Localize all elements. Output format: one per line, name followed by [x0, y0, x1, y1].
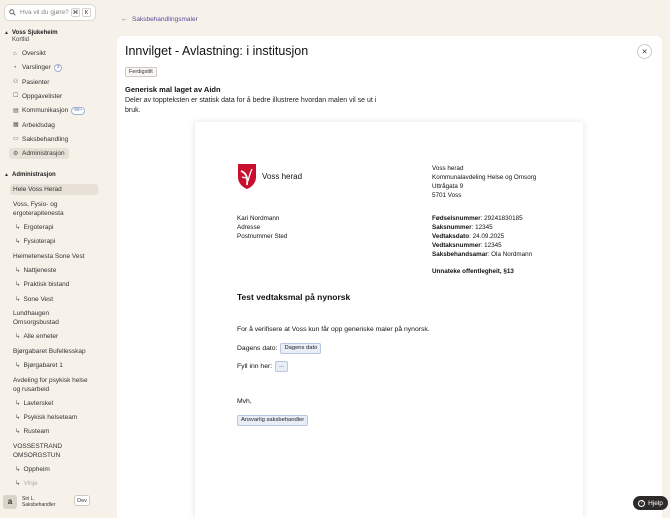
chevron-up-icon: ▲ [4, 172, 9, 178]
sidebar-item-label: Oversikt [22, 50, 46, 57]
admin-item[interactable] [12, 236, 58, 247]
metadata-separator: : [480, 215, 485, 222]
admin-item[interactable] [12, 222, 56, 233]
fill-label: Fyll inn her: [237, 363, 273, 370]
template-panel [117, 36, 662, 518]
metadata-row [432, 250, 532, 259]
admin-item-label: Avdeling for psykisk helse og rusarbeid [13, 377, 88, 393]
sidebar-item-label: Pasienter [22, 78, 50, 86]
dev-button[interactable]: Dev [74, 495, 90, 506]
search-bar[interactable] [4, 4, 96, 21]
patients-icon: ⚇ [13, 79, 19, 86]
help-label: Hjelp [648, 499, 663, 507]
closing-line [237, 398, 252, 405]
settings-icon: ⚙ [13, 150, 19, 157]
sender-address [432, 164, 536, 200]
fill-merge-field[interactable]: ... [275, 361, 288, 372]
sidebar-item-label: Oppgavelister [22, 92, 63, 100]
admin-item[interactable] [12, 294, 56, 305]
calendar-icon: ▦ [13, 122, 19, 128]
template-subheading: Generisk mal laget av Aidn [125, 85, 221, 94]
admin-item-label: Alle enheter [23, 333, 59, 340]
signer-merge-field[interactable]: Ansvarlig saksbehandler [237, 415, 308, 426]
page-title: Innvilget - Avlastning: i institusjon [125, 44, 309, 58]
coat-of-arms-icon [237, 163, 257, 190]
help-icon: ? [638, 500, 645, 507]
sidebar-item-varslinger[interactable] [9, 62, 66, 73]
signer-line [234, 415, 308, 426]
document-heading: Test vedtaksmal på nynorsk [237, 292, 351, 302]
metadata-separator: : [471, 224, 476, 232]
date-merge-field[interactable]: Dagens dato [280, 343, 321, 354]
case-metadata [432, 214, 532, 259]
help-button[interactable] [633, 496, 668, 510]
metadata-value: 24.09.2025 [472, 233, 505, 241]
document-preview [195, 122, 583, 518]
metadata-label: Saksbehandsamar [432, 251, 488, 259]
sender-line: 5701 Voss [432, 192, 462, 200]
subdirectory-arrow-icon: ↳ [15, 238, 21, 245]
sidebar-item-administrasjon[interactable] [9, 148, 69, 159]
metadata-row [432, 232, 532, 241]
metadata-label: Saksnummer [432, 224, 472, 232]
subdirectory-arrow-icon: ↳ [15, 224, 21, 231]
admin-item-label: Bjørgabaret Bufellesskap [13, 348, 86, 355]
sidebar-item-label: Varslinger [22, 64, 51, 72]
sender-line: Kommunalavdeling Helse og Omsorg [432, 174, 537, 182]
admin-item-label: Praktisk bistand [23, 281, 70, 288]
shortcut-k-key: K [82, 8, 91, 17]
sender-line: Uttrågata 9 [432, 183, 464, 191]
admin-item-label: VOSSESTRAND OMSORGSTUN [13, 443, 63, 459]
admin-item-label: Ergoterapi [23, 224, 54, 231]
sidebar-item-label: Administrasjon [22, 150, 65, 158]
admin-item[interactable] [12, 360, 66, 371]
metadata-separator: : [487, 251, 492, 259]
sidebar-item-label: Kommunikasjon [22, 107, 69, 115]
admin-item[interactable] [12, 412, 80, 423]
user-name: Siri L. [22, 495, 35, 502]
count-badge: 3 [54, 64, 63, 72]
subdirectory-arrow-icon: ↳ [15, 333, 21, 340]
logo-org-name: Voss herad [262, 172, 303, 181]
admin-item[interactable] [12, 426, 52, 437]
admin-item-label: Hele Voss Herad [13, 186, 62, 193]
confidentiality-note: Unnateke offentlegheit, §13 [432, 268, 514, 275]
admin-item[interactable] [12, 265, 59, 276]
sidebar [0, 0, 112, 518]
metadata-label: Fødselsnummer [432, 215, 481, 222]
metadata-label: Vedtaksdato [432, 233, 470, 241]
admin-item-label: Bjørgabaret 1 [23, 362, 63, 369]
admin-item[interactable] [12, 279, 72, 290]
sidebar-item-label: Saksbehandling [22, 135, 69, 143]
date-line [237, 343, 321, 354]
sidebar-item-saksbehandling[interactable] [9, 134, 72, 145]
folder-icon: ▭ [13, 136, 19, 143]
admin-item[interactable] [10, 441, 98, 461]
subdirectory-arrow-icon: ↳ [15, 428, 21, 435]
admin-section-title: Administrasjon [12, 172, 56, 178]
org-subtitle: Kortlid [12, 37, 30, 43]
recipient-address [237, 214, 287, 241]
admin-item-label: Lavterskel [23, 400, 54, 407]
admin-item-label: Voss, Fysio- og ergoterapitenesta [13, 201, 64, 217]
admin-item-label: Sone Vest [23, 296, 54, 303]
user-role: Saksbehandler [22, 501, 56, 508]
document-body [237, 326, 430, 333]
body-text: For å verifisere at Voss kun får opp generiske maler på nynorsk. [237, 326, 430, 333]
admin-item[interactable] [10, 308, 98, 328]
home-icon: ⌂ [13, 50, 17, 57]
admin-item[interactable] [10, 251, 98, 262]
close-button[interactable] [637, 44, 652, 59]
user-info [22, 496, 55, 508]
metadata-value: Ola Nordmann [491, 251, 533, 259]
bell-icon: ◔ [13, 64, 17, 71]
admin-item-label: Rusteam [23, 428, 50, 435]
status-badge: Ferdigstilt [125, 67, 157, 77]
search-placeholder: Hva vil du gjøre? [20, 9, 69, 16]
sender-line: Voss herad [432, 165, 464, 172]
tasks-icon: ☐ [13, 93, 19, 100]
admin-item[interactable] [12, 464, 53, 475]
admin-item-label: Fysioterapi [23, 238, 56, 245]
subdirectory-arrow-icon: ↳ [15, 466, 21, 473]
subdirectory-arrow-icon: ↳ [15, 414, 21, 421]
admin-item-label: Psykisk helseteam [23, 414, 78, 421]
admin-item[interactable] [12, 398, 56, 409]
subdirectory-arrow-icon: ↳ [15, 400, 21, 407]
metadata-value: 29241830185 [484, 215, 523, 222]
recipient-line: Postnummer Sted [237, 233, 288, 241]
admin-item[interactable] [10, 184, 98, 195]
metadata-value: 12345 [484, 242, 502, 250]
arrow-left-icon: ← [121, 16, 128, 23]
recipient-line: Kari Nordmann [237, 215, 280, 222]
avatar: a [3, 495, 17, 509]
sidebar-item-oversikt[interactable] [9, 48, 50, 59]
admin-item-label: Lundhaugen Omsorgsbustad [13, 310, 59, 326]
fill-line [237, 361, 288, 372]
chat-icon: ▤ [13, 107, 19, 114]
user-profile[interactable] [3, 493, 95, 510]
count-badge: 99+ [71, 107, 85, 115]
metadata-label: Vedtaksnummer [432, 242, 481, 250]
date-label: Dagens dato: [237, 345, 278, 352]
shortcut-cmd-key: ⌘ [72, 9, 79, 16]
org-switcher[interactable] [4, 30, 58, 36]
subdirectory-arrow-icon: ↳ [15, 362, 21, 369]
recipient-line: Adresse [237, 224, 261, 232]
admin-item[interactable] [10, 375, 98, 395]
metadata-row [432, 241, 532, 250]
subdirectory-arrow-icon: ↳ [15, 267, 21, 274]
subdirectory-arrow-icon: ↳ [15, 281, 21, 288]
chevron-up-icon: ▲ [4, 30, 9, 36]
sidebar-item-pasienter[interactable] [9, 77, 53, 88]
subdirectory-arrow-icon: ↳ [15, 296, 21, 303]
close-icon: ✕ [641, 48, 648, 56]
back-link[interactable] [121, 16, 198, 23]
admin-item-label: Oppheim [23, 466, 50, 473]
metadata-separator: : [480, 242, 485, 250]
admin-item-label: Heimetenesta Sone Vest [13, 253, 85, 260]
back-link-label: Saksbehandlingsmaler [132, 16, 198, 23]
metadata-separator: : [469, 233, 473, 241]
admin-item[interactable] [10, 346, 98, 357]
admin-item[interactable] [10, 199, 98, 219]
admin-item[interactable] [12, 478, 41, 489]
admin-item-label: Nattjeneste [23, 267, 57, 274]
sidebar-item-kommunikasjon[interactable] [9, 105, 89, 116]
sidebar-item-oppgavelister[interactable] [9, 91, 66, 102]
subdirectory-arrow-icon: ↳ [15, 480, 21, 487]
metadata-value: 12345 [475, 224, 493, 232]
admin-item-label: Vinje [23, 480, 38, 487]
metadata-row [432, 223, 532, 232]
admin-item[interactable] [12, 331, 61, 342]
admin-section-header[interactable] [4, 172, 56, 178]
sidebar-item-label: Arbeidsdag [22, 121, 55, 129]
metadata-row [432, 214, 532, 223]
closing-text: Mvh, [237, 398, 252, 405]
template-description: Deler av toppteksten er statisk data for å bedre illustrere hvordan malen vil se ut i bruk. [125, 97, 377, 114]
search-icon [9, 9, 16, 16]
sidebar-item-arbeidsdag[interactable] [9, 120, 59, 131]
org-logo [237, 163, 302, 190]
org-name: Voss Sjukeheim [12, 30, 58, 36]
